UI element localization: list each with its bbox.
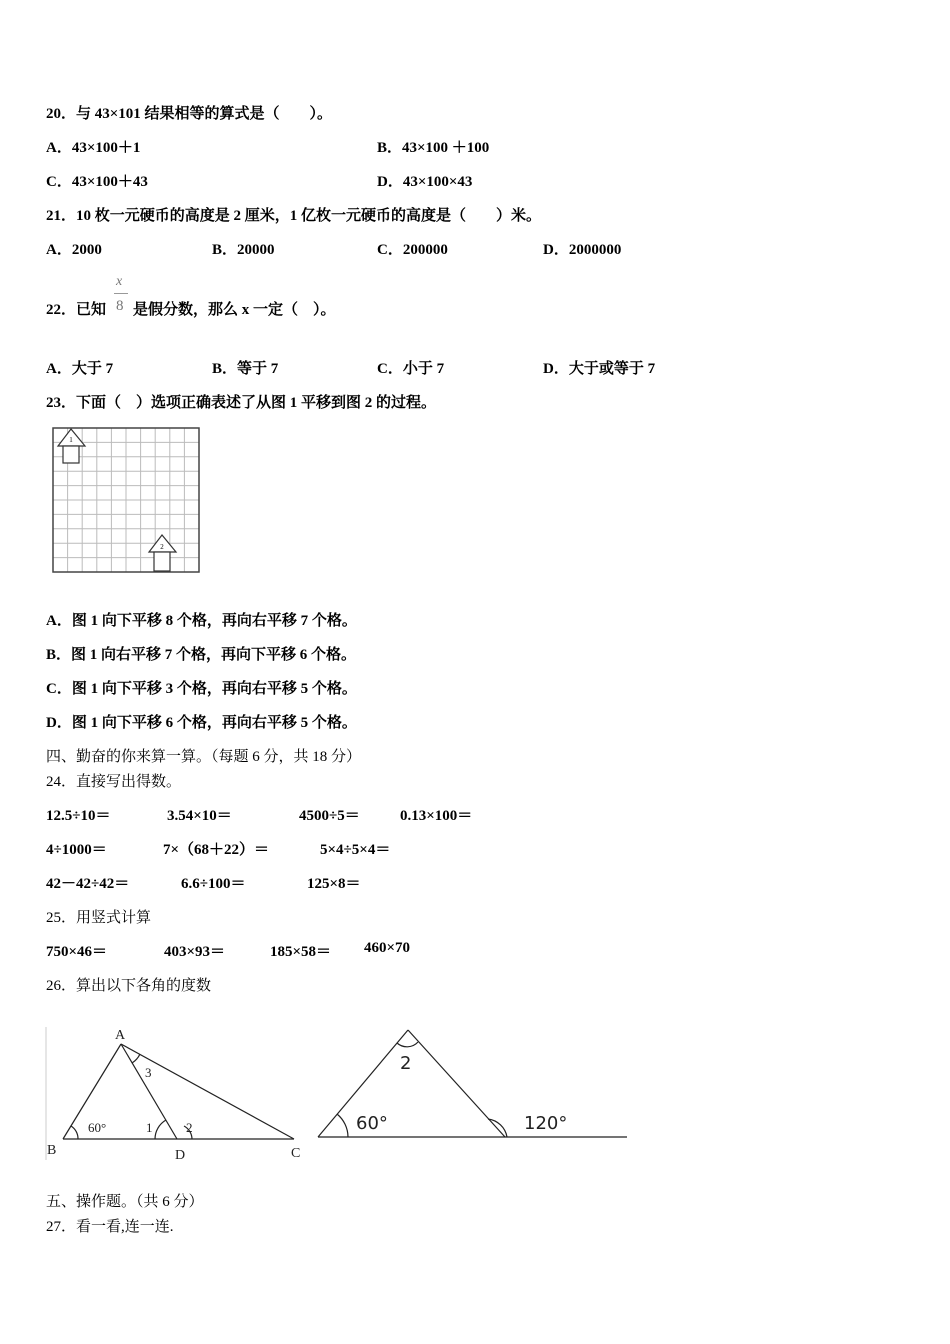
q22-suffix: 是假分数，那么 x 一定（ ）。 xyxy=(133,302,336,318)
angle-b-label: 60° xyxy=(88,1120,107,1135)
point-a-label: A xyxy=(115,1028,126,1043)
angle-2-label: 2 xyxy=(400,1053,412,1074)
q20-option-c[interactable]: C．43×100＋43 xyxy=(46,174,148,190)
q24-item: 7×（68＋22）＝ xyxy=(163,842,270,858)
section4-title: 四、勤奋的你来算一算。（每题 6 分，共 18 分） xyxy=(46,749,362,765)
q21-option-a[interactable]: A．2000 xyxy=(46,242,102,258)
q24-item: 4500÷5＝ xyxy=(299,808,360,824)
q21-stem: 21．10 枚一元硬币的高度是 2 厘米，1 亿枚一元硬币的高度是（ ）米。 xyxy=(46,208,542,224)
point-b-label: B xyxy=(47,1143,57,1158)
q23-option-b[interactable]: B．图 1 向右平移 7 个格，再向下平移 6 个格。 xyxy=(46,647,357,663)
q22-option-b[interactable]: B．等于 7 xyxy=(212,361,279,377)
q26-stem: 26．算出以下各角的度数 xyxy=(46,978,212,994)
house-1 xyxy=(58,429,85,463)
q21-option-d[interactable]: D．2000000 xyxy=(543,242,622,258)
q23-option-a[interactable]: A．图 1 向下平移 8 个格，再向右平移 7 个格。 xyxy=(46,613,357,629)
house-2 xyxy=(149,535,176,571)
q25-item: 403×93＝ xyxy=(164,944,226,960)
q26-figure-2 xyxy=(312,1014,630,1144)
q22-option-c[interactable]: C．小于 7 xyxy=(377,361,445,377)
house-1-label: 1 xyxy=(69,436,73,444)
q22-prefix: 22．已知 xyxy=(46,302,107,318)
q24-item: 3.54×10＝ xyxy=(167,808,232,824)
q22-option-d[interactable]: D．大于或等于 7 xyxy=(543,361,656,377)
q27-stem: 27．看一看,连一连. xyxy=(46,1219,174,1235)
q22-fraction-denominator: 8 xyxy=(116,298,124,314)
q24-stem: 24．直接写出得数。 xyxy=(46,774,182,790)
q25-stem: 25．用竖式计算 xyxy=(46,910,152,926)
q25-item: 460×70 xyxy=(364,940,411,956)
q23-grid-figure xyxy=(50,425,202,575)
q26-figure-1 xyxy=(44,1022,306,1167)
q20-option-b[interactable]: B．43×100 ＋100 xyxy=(377,140,490,156)
q24-item: 5×4÷5×4＝ xyxy=(320,842,391,858)
q22-fraction-bar xyxy=(114,293,128,294)
angle-b-arc xyxy=(71,1126,78,1139)
q20-option-a[interactable]: A．43×100＋1 xyxy=(46,140,141,156)
q20-option-d[interactable]: D．43×100×43 xyxy=(377,174,473,190)
section5-title: 五、操作题。（共 6 分） xyxy=(46,1194,204,1210)
q22-option-a[interactable]: A．大于 7 xyxy=(46,361,114,377)
q20-stem: 20．与 43×101 结果相等的算式是（ ）。 xyxy=(46,106,333,122)
q24-item: 0.13×100＝ xyxy=(400,808,473,824)
q24-item: 4÷1000＝ xyxy=(46,842,107,858)
angle-60-label: 60° xyxy=(356,1113,388,1134)
angle-3-arc xyxy=(132,1054,140,1063)
q21-option-c[interactable]: C．200000 xyxy=(377,242,448,258)
q23-option-c[interactable]: C．图 1 向下平移 3 个格，再向右平移 5 个格。 xyxy=(46,681,357,697)
q24-item: 125×8＝ xyxy=(307,876,361,892)
angle-2-label: 2 xyxy=(186,1120,193,1135)
q24-item: 6.6÷100＝ xyxy=(181,876,246,892)
angle-3-label: 3 xyxy=(145,1065,152,1080)
angle-2-arc xyxy=(397,1042,418,1047)
q21-option-b[interactable]: B．20000 xyxy=(212,242,275,258)
angle-120-label: 120° xyxy=(524,1113,568,1134)
point-c-label: C xyxy=(291,1146,301,1161)
house-2-label: 2 xyxy=(160,543,164,551)
q24-item: 42－42÷42＝ xyxy=(46,876,130,892)
angle-1-arc xyxy=(155,1120,166,1139)
angle-1-label: 1 xyxy=(146,1120,153,1135)
q23-option-d[interactable]: D．图 1 向下平移 6 个格，再向右平移 5 个格。 xyxy=(46,715,357,731)
q22-fraction-numerator: x xyxy=(116,274,123,289)
q25-item: 185×58＝ xyxy=(270,944,332,960)
point-d-label: D xyxy=(175,1148,186,1163)
side-right xyxy=(408,1030,505,1137)
q23-stem: 23．下面（ ）选项正确表述了从图 1 平移到图 2 的过程。 xyxy=(46,395,437,411)
q24-item: 12.5÷10＝ xyxy=(46,808,111,824)
q25-item: 750×46＝ xyxy=(46,944,108,960)
angle-60-arc xyxy=(337,1114,348,1137)
